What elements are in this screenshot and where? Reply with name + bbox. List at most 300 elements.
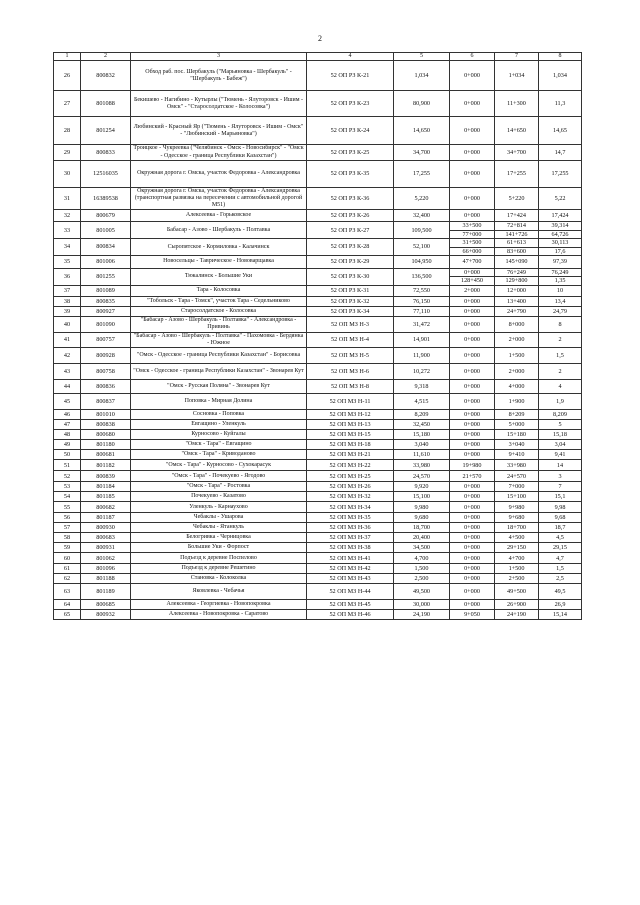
- road-id: 801088: [81, 91, 131, 117]
- road-length: 14,901: [394, 332, 450, 347]
- road-id: 801006: [81, 256, 131, 269]
- segment-start: 0+000: [450, 296, 495, 306]
- table-row: [54, 471, 582, 482]
- segment-end: 24+570: [495, 471, 539, 482]
- segment-length: 30,113: [539, 239, 582, 247]
- table-row: [54, 533, 582, 543]
- road-category: 52 ОП МЗ Н-45: [307, 600, 394, 610]
- road-name: "Омск - Одесское - граница Республики Казахстан" - Звонарев Кут: [131, 364, 307, 380]
- segment-start: 0+000: [450, 440, 495, 450]
- road-category: 52 ОП РЗ К-32: [307, 296, 394, 306]
- segment-length: 29,15: [539, 543, 582, 553]
- row-number: 54: [54, 492, 81, 502]
- segment-end: 2+500: [495, 574, 539, 584]
- road-category: 52 ОП МЗ Н-44: [307, 584, 394, 600]
- segment-end: 13+400: [495, 296, 539, 306]
- segment-end: 5+000: [495, 420, 539, 430]
- segment-length: 14: [539, 460, 582, 471]
- table-row: [54, 553, 582, 564]
- road-id: 800834: [81, 239, 131, 256]
- segment-length: 15,14: [539, 610, 582, 620]
- road-id: 800679: [81, 210, 131, 222]
- segment-length: 4,5: [539, 533, 582, 543]
- table-row: [54, 269, 582, 277]
- table-row: [54, 91, 582, 117]
- road-name: Окружная дорога г. Омска, участок Федоровка - Александровка (транспортная развязка на пересечении с автомобильной дорогой М51): [131, 187, 307, 210]
- road-category: 52 ОП МЗ Н-43: [307, 574, 394, 584]
- row-number: 35: [54, 256, 81, 269]
- road-id: 800680: [81, 430, 131, 440]
- road-name: "Омск - Тара" - Евгащино: [131, 440, 307, 450]
- row-number: 31: [54, 187, 81, 210]
- table-row: [54, 502, 582, 513]
- segment-start: 0+000: [450, 564, 495, 574]
- road-category: 52 ОП МЗ Н-37: [307, 533, 394, 543]
- road-category: 52 ОП МЗ Н-8: [307, 380, 394, 394]
- column-number-5: 5: [394, 53, 450, 61]
- road-id: 800839: [81, 471, 131, 482]
- row-number: 32: [54, 210, 81, 222]
- segment-length: 1,9: [539, 394, 582, 410]
- table-row: [54, 394, 582, 410]
- segment-end: 1+900: [495, 394, 539, 410]
- road-category: 52 ОП МЗ Н-35: [307, 513, 394, 523]
- road-category: 52 ОП РЗ К-27: [307, 222, 394, 239]
- table-row: [54, 420, 582, 430]
- row-number: 47: [54, 420, 81, 430]
- segment-start: 0+000: [450, 394, 495, 410]
- segment-start: 0+000: [450, 420, 495, 430]
- segment-start: 0+000: [450, 574, 495, 584]
- table-row: [54, 306, 582, 316]
- segment-length: 9,68: [539, 513, 582, 523]
- segment-start: 0+000: [450, 332, 495, 347]
- road-id: 800835: [81, 296, 131, 306]
- road-list-table-container: [53, 52, 581, 620]
- table-row: [54, 523, 582, 533]
- road-id: 801090: [81, 316, 131, 332]
- segment-start: 0+000: [450, 269, 495, 277]
- table-row: [54, 332, 582, 347]
- segment-end: 29+150: [495, 543, 539, 553]
- road-category: 52 ОП МЗ Н-41: [307, 553, 394, 564]
- road-name: Обход раб. пос. Шербакуль ("Марьяновка - Шербакуль" - "Шербакуль - Бабеж"): [131, 61, 307, 91]
- row-number: 33: [54, 222, 81, 239]
- road-category: 52 ОП МЗ Н-15: [307, 430, 394, 440]
- segment-start: 0+000: [450, 91, 495, 117]
- road-name: Тюкалинск - Большие Уки: [131, 269, 307, 286]
- road-id: 800685: [81, 600, 131, 610]
- road-id: 801188: [81, 574, 131, 584]
- road-id: 801062: [81, 553, 131, 564]
- road-id: 800928: [81, 348, 131, 364]
- segment-length: 3,04: [539, 440, 582, 450]
- segment-start: 66+000: [450, 247, 495, 255]
- road-category: 52 ОП РЗ К-26: [307, 210, 394, 222]
- segment-length: 76,249: [539, 269, 582, 277]
- row-number: 38: [54, 296, 81, 306]
- column-number-7: 7: [495, 53, 539, 61]
- row-number: 64: [54, 600, 81, 610]
- page-number: 2: [318, 34, 322, 43]
- road-name: Любинский - Красный Яр ("Тюмень - Ялуторовск - Ишим - Омск" - "Любинский - Марьяновка"): [131, 117, 307, 145]
- segment-end: 129+800: [495, 277, 539, 285]
- road-category: 52 ОП МЗ Н-11: [307, 394, 394, 410]
- segment-length: 64,726: [539, 230, 582, 238]
- road-category: 52 ОП МЗ Н-36: [307, 523, 394, 533]
- road-length: 17,255: [394, 160, 450, 187]
- table-row: [54, 187, 582, 210]
- column-number-8: 8: [539, 53, 582, 61]
- road-length: 72,550: [394, 285, 450, 296]
- table-row: [54, 564, 582, 574]
- road-category: 52 ОП МЗ Н-18: [307, 440, 394, 450]
- row-number: 58: [54, 533, 81, 543]
- row-number: 48: [54, 430, 81, 440]
- road-category: 52 ОП РЗ К-24: [307, 117, 394, 145]
- road-length: 15,100: [394, 492, 450, 502]
- row-number: 41: [54, 332, 81, 347]
- road-category: 52 ОП МЗ Н-5: [307, 348, 394, 364]
- road-length: 1,034: [394, 61, 450, 91]
- road-name: Чебаклы - Ушарова: [131, 513, 307, 523]
- segment-start: 0+000: [450, 430, 495, 440]
- road-category: 52 ОП РЗ К-35: [307, 160, 394, 187]
- segment-start: 0+000: [450, 348, 495, 364]
- segment-length: 9,41: [539, 450, 582, 460]
- segment-start: 0+000: [450, 306, 495, 316]
- segment-length: 18,7: [539, 523, 582, 533]
- table-row: [54, 513, 582, 523]
- segment-start: 0+000: [450, 584, 495, 600]
- table-row: [54, 380, 582, 394]
- road-id: 800836: [81, 380, 131, 394]
- road-category: 52 ОП МЗ Н-32: [307, 492, 394, 502]
- road-length: 49,500: [394, 584, 450, 600]
- segment-end: 83+600: [495, 247, 539, 255]
- road-id: 801180: [81, 440, 131, 450]
- road-id: 801096: [81, 564, 131, 574]
- segment-length: 3: [539, 471, 582, 482]
- road-name: "Омск - Тара" - Почекуево - Ягодово: [131, 471, 307, 482]
- segment-start: 0+000: [450, 364, 495, 380]
- road-list-table: [53, 52, 582, 620]
- road-name: Сыропятское - Кормиловка - Калачинск: [131, 239, 307, 256]
- road-id: 801010: [81, 410, 131, 420]
- segment-end: 4+500: [495, 533, 539, 543]
- segment-length: 1,5: [539, 564, 582, 574]
- road-name: "Омск - Тара" - Криводаново: [131, 450, 307, 460]
- segment-length: 5: [539, 420, 582, 430]
- road-category: 52 ОП МЗ Н-13: [307, 420, 394, 430]
- segment-end: 17+424: [495, 210, 539, 222]
- row-number: 59: [54, 543, 81, 553]
- road-name: Курносово - Куйгалы: [131, 430, 307, 440]
- table-row: [54, 482, 582, 492]
- row-number: 50: [54, 450, 81, 460]
- segment-length: 11,3: [539, 91, 582, 117]
- road-length: 30,000: [394, 600, 450, 610]
- segment-length: 1,034: [539, 61, 582, 91]
- segment-length: 97,39: [539, 256, 582, 269]
- road-id: 800682: [81, 502, 131, 513]
- table-row: [54, 145, 582, 160]
- segment-end: 18+700: [495, 523, 539, 533]
- row-number: 43: [54, 364, 81, 380]
- road-name: "Омск - Одесское - граница Республики Казахстан" - Борисовка: [131, 348, 307, 364]
- road-length: 18,700: [394, 523, 450, 533]
- road-id: 801184: [81, 482, 131, 492]
- road-length: 24,570: [394, 471, 450, 482]
- road-category: 52 ОП МЗ Н-26: [307, 482, 394, 492]
- table-row: [54, 285, 582, 296]
- road-length: 3,040: [394, 440, 450, 450]
- road-name: Алексеевка - Новопокровка - Саратово: [131, 610, 307, 620]
- road-category: 52 ОП МЗ Н-21: [307, 450, 394, 460]
- segment-start: 0+000: [450, 187, 495, 210]
- road-length: 15,180: [394, 430, 450, 440]
- row-number: 61: [54, 564, 81, 574]
- segment-end: 49+500: [495, 584, 539, 600]
- road-length: 34,700: [394, 145, 450, 160]
- table-row: [54, 61, 582, 91]
- road-id: 801254: [81, 117, 131, 145]
- row-number: 52: [54, 471, 81, 482]
- segment-end: 1+034: [495, 61, 539, 91]
- road-category: 52 ОП РЗ К-23: [307, 91, 394, 117]
- segment-length: 49,5: [539, 584, 582, 600]
- road-name: Бабасар - Азово - Шербакуль - Полтавка: [131, 222, 307, 239]
- segment-start: 0+000: [450, 543, 495, 553]
- road-category: 52 ОП РЗ К-36: [307, 187, 394, 210]
- table-row: [54, 574, 582, 584]
- segment-length: 9,98: [539, 502, 582, 513]
- segment-start: 31+500: [450, 239, 495, 247]
- segment-end: 8+000: [495, 316, 539, 332]
- road-category: 52 ОП МЗ Н-34: [307, 502, 394, 513]
- road-name: "Бабасар - Азово - Шербакуль - Полтавка" - Пахомовка - Бердянка - Южное: [131, 332, 307, 347]
- road-category: 52 ОП МЗ Н-25: [307, 471, 394, 482]
- road-name: "Омск - Русская Поляна" - Звонарев Кут: [131, 380, 307, 394]
- road-id: 800931: [81, 543, 131, 553]
- table-row: [54, 492, 582, 502]
- road-id: 800683: [81, 533, 131, 543]
- table-row: [54, 210, 582, 222]
- road-category: 52 ОП МЗ Н-38: [307, 543, 394, 553]
- road-length: 136,500: [394, 269, 450, 286]
- road-length: 24,190: [394, 610, 450, 620]
- segment-end: 24+190: [495, 610, 539, 620]
- road-id: 800930: [81, 523, 131, 533]
- segment-length: 17,424: [539, 210, 582, 222]
- segment-end: 34+700: [495, 145, 539, 160]
- segment-length: 2: [539, 332, 582, 347]
- segment-length: 24,79: [539, 306, 582, 316]
- segment-start: 128+450: [450, 277, 495, 285]
- segment-length: 15,1: [539, 492, 582, 502]
- road-length: 52,100: [394, 239, 450, 256]
- road-name: Яковлевка - Чебачья: [131, 584, 307, 600]
- segment-end: 9+410: [495, 450, 539, 460]
- road-name: Почекуево - Казатово: [131, 492, 307, 502]
- segment-end: 5+220: [495, 187, 539, 210]
- row-number: 30: [54, 160, 81, 187]
- row-number: 36: [54, 269, 81, 286]
- road-name: Алексеевка - Георгиевка - Новопокровка: [131, 600, 307, 610]
- column-number-3: 3: [131, 53, 307, 61]
- table-row: [54, 440, 582, 450]
- road-id: 800838: [81, 420, 131, 430]
- segment-end: 4+700: [495, 553, 539, 564]
- segment-start: 47+700: [450, 256, 495, 269]
- road-id: 800927: [81, 306, 131, 316]
- road-name: Сосновка - Поповка: [131, 410, 307, 420]
- road-length: 11,900: [394, 348, 450, 364]
- road-category: 52 ОП РЗ К-28: [307, 239, 394, 256]
- segment-end: 24+790: [495, 306, 539, 316]
- row-number: 63: [54, 584, 81, 600]
- segment-length: 4: [539, 380, 582, 394]
- road-category: 52 ОП МЗ Н-42: [307, 564, 394, 574]
- road-category: 52 ОП МЗ Н-3: [307, 316, 394, 332]
- table-row: [54, 222, 582, 230]
- segment-start: 9+050: [450, 610, 495, 620]
- segment-length: 17,255: [539, 160, 582, 187]
- column-number-4: 4: [307, 53, 394, 61]
- row-number: 56: [54, 513, 81, 523]
- road-category: 52 ОП РЗ К-21: [307, 61, 394, 91]
- segment-length: 10: [539, 285, 582, 296]
- road-name: Большие Уки - Форпост: [131, 543, 307, 553]
- segment-length: 1,5: [539, 348, 582, 364]
- table-row: [54, 348, 582, 364]
- road-length: 9,920: [394, 482, 450, 492]
- segment-end: 141+726: [495, 230, 539, 238]
- road-name: Уленкуль - Карнаухово: [131, 502, 307, 513]
- road-name: Чебаклы - Ятанкуль: [131, 523, 307, 533]
- road-length: 77,110: [394, 306, 450, 316]
- road-id: 800832: [81, 61, 131, 91]
- segment-start: 0+000: [450, 533, 495, 543]
- segment-end: 1+500: [495, 564, 539, 574]
- road-id: 801185: [81, 492, 131, 502]
- segment-end: 2+000: [495, 364, 539, 380]
- road-length: 11,610: [394, 450, 450, 460]
- road-category: 52 ОП МЗ Н-6: [307, 364, 394, 380]
- segment-start: 0+000: [450, 380, 495, 394]
- column-number-1: 1: [54, 53, 81, 61]
- segment-start: 0+000: [450, 492, 495, 502]
- road-length: 20,400: [394, 533, 450, 543]
- row-number: 29: [54, 145, 81, 160]
- road-name: Троицкое - Чукреевка ("Челябинск - Омск - Новосибирск" - "Омск - Одесское - граница Республики Казахстан"): [131, 145, 307, 160]
- segment-end: 61+613: [495, 239, 539, 247]
- segment-end: 8+209: [495, 410, 539, 420]
- road-category: 52 ОП МЗ Н-46: [307, 610, 394, 620]
- road-length: 109,500: [394, 222, 450, 239]
- road-length: 80,900: [394, 91, 450, 117]
- segment-start: 0+000: [450, 502, 495, 513]
- segment-start: 0+000: [450, 61, 495, 91]
- road-name: Новосельцы - Таврическое - Нововарщавка: [131, 256, 307, 269]
- segment-start: 19+980: [450, 460, 495, 471]
- segment-end: 145+090: [495, 256, 539, 269]
- segment-end: 2+000: [495, 332, 539, 347]
- road-id: 801255: [81, 269, 131, 286]
- road-length: 14,650: [394, 117, 450, 145]
- segment-start: 21+570: [450, 471, 495, 482]
- table-row: [54, 430, 582, 440]
- road-name: Становка - Колоколка: [131, 574, 307, 584]
- segment-end: 9+980: [495, 502, 539, 513]
- segment-end: 1+500: [495, 348, 539, 364]
- row-number: 60: [54, 553, 81, 564]
- road-name: Евгащино - Уленкуль: [131, 420, 307, 430]
- segment-end: 33+980: [495, 460, 539, 471]
- road-id: 801005: [81, 222, 131, 239]
- segment-length: 39,314: [539, 222, 582, 230]
- segment-end: 26+900: [495, 600, 539, 610]
- row-number: 40: [54, 316, 81, 332]
- segment-end: 76+249: [495, 269, 539, 277]
- road-id: 12516035: [81, 160, 131, 187]
- table-header-row: [54, 53, 582, 61]
- segment-end: 9+680: [495, 513, 539, 523]
- segment-length: 2: [539, 364, 582, 380]
- road-length: 9,318: [394, 380, 450, 394]
- road-id: 800757: [81, 332, 131, 347]
- road-id: 800833: [81, 145, 131, 160]
- road-category: 52 ОП РЗ К-31: [307, 285, 394, 296]
- segment-start: 77+000: [450, 230, 495, 238]
- segment-start: 0+000: [450, 513, 495, 523]
- segment-end: 11+300: [495, 91, 539, 117]
- road-length: 8,209: [394, 410, 450, 420]
- road-length: 104,950: [394, 256, 450, 269]
- segment-end: 7+000: [495, 482, 539, 492]
- row-number: 34: [54, 239, 81, 256]
- segment-start: 0+000: [450, 410, 495, 420]
- road-category: 52 ОП МЗ Н-4: [307, 332, 394, 347]
- road-length: 9,680: [394, 513, 450, 523]
- road-category: 52 ОП РЗ К-30: [307, 269, 394, 286]
- segment-start: 0+000: [450, 117, 495, 145]
- table-row: [54, 610, 582, 620]
- road-length: 4,515: [394, 394, 450, 410]
- road-name: Тара - Колосовка: [131, 285, 307, 296]
- segment-length: 15,18: [539, 430, 582, 440]
- road-id: 801189: [81, 584, 131, 600]
- road-name: Подъезд к деревне Поспелово: [131, 553, 307, 564]
- segment-end: 4+000: [495, 380, 539, 394]
- road-length: 31,472: [394, 316, 450, 332]
- segment-length: 26,9: [539, 600, 582, 610]
- segment-length: 14,7: [539, 145, 582, 160]
- segment-start: 0+000: [450, 553, 495, 564]
- road-category: 52 ОП МЗ Н-12: [307, 410, 394, 420]
- road-name: "Омск - Тара" - Ростовка: [131, 482, 307, 492]
- road-id: 800837: [81, 394, 131, 410]
- segment-start: 0+000: [450, 450, 495, 460]
- row-number: 45: [54, 394, 81, 410]
- road-name: Подъезд к деревне Решетино: [131, 564, 307, 574]
- road-name: Окружная дорога г. Омска, участок Федоровка - Александровка: [131, 160, 307, 187]
- segment-start: 0+000: [450, 482, 495, 492]
- segment-length: 13,4: [539, 296, 582, 306]
- segment-end: 72+814: [495, 222, 539, 230]
- segment-end: 14+650: [495, 117, 539, 145]
- road-name: Белогривка - Черницовка: [131, 533, 307, 543]
